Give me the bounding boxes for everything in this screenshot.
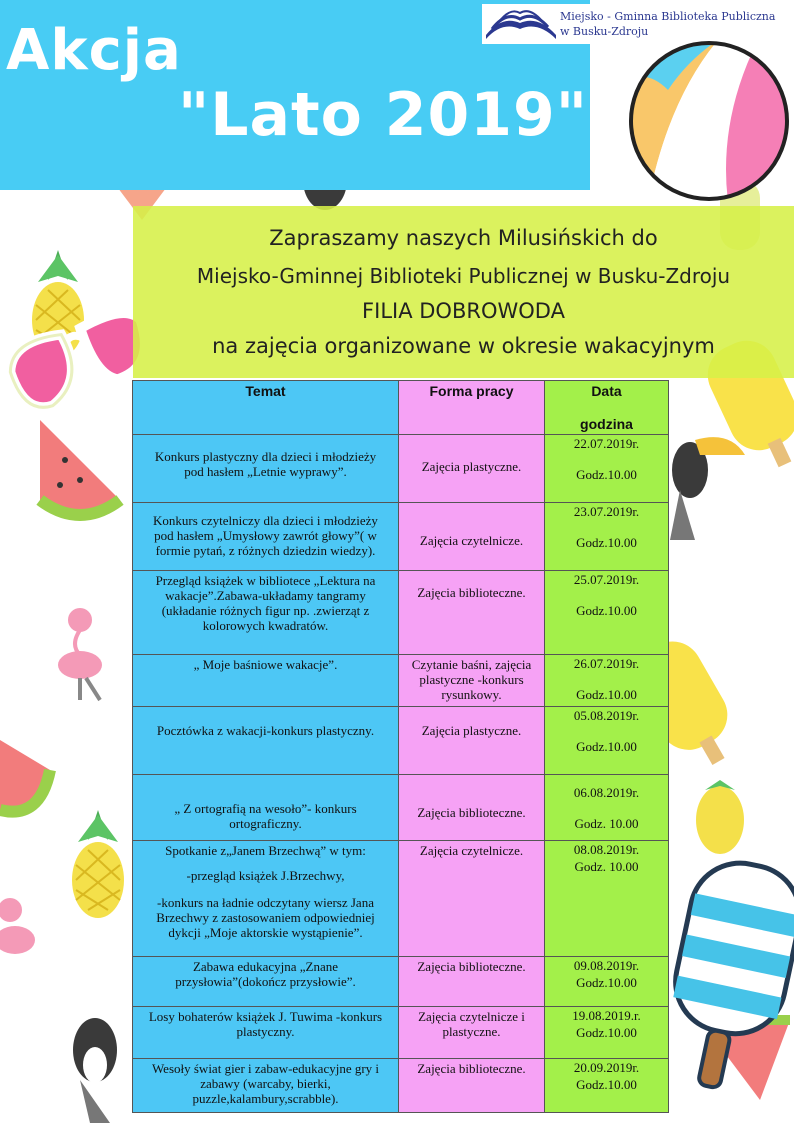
poster-title-line1: Akcja bbox=[6, 18, 182, 83]
form-text: Zajęcia biblioteczne. bbox=[417, 959, 526, 974]
table-row bbox=[133, 655, 669, 707]
form-cell bbox=[399, 707, 545, 775]
logo-text-line2: w Busku-Zdroju bbox=[560, 25, 649, 38]
topic-cell bbox=[133, 503, 399, 571]
form-text: Czytanie baśni, zajęcia bbox=[411, 657, 532, 672]
date-text: 25.07.2019r. bbox=[573, 572, 640, 587]
topic-cell bbox=[133, 655, 399, 707]
date-cell bbox=[545, 503, 669, 571]
invitation-line1: Zapraszamy naszych Milusińskich do bbox=[269, 226, 658, 250]
date-cell bbox=[545, 435, 669, 503]
topic-text: Spotkanie z„Janem Brzechwą” w tym: bbox=[165, 843, 366, 858]
form-cell bbox=[399, 1007, 545, 1059]
topic-text: pod hasłem „Umysłowy zawrót głowy”( w bbox=[154, 528, 377, 543]
date-cell bbox=[545, 841, 669, 957]
date-text: 19.08.2019.r. bbox=[572, 1008, 641, 1023]
table-row bbox=[133, 775, 669, 841]
poster-title-line2: "Lato 2019" bbox=[178, 80, 589, 150]
topic-text: ortograficzny. bbox=[229, 816, 302, 831]
topic-text: puzzle,kalambury,scrabble). bbox=[192, 1091, 339, 1106]
topic-text: Przegląd książek w bibliotece „Lektura na bbox=[155, 573, 376, 588]
form-text: plastyczne -konkurs bbox=[419, 672, 524, 687]
topic-text: Pocztówka z wakacji-konkurs plastyczny. bbox=[156, 723, 375, 738]
topic-cell bbox=[133, 841, 399, 957]
form-text: Zajęcia biblioteczne. bbox=[417, 585, 526, 600]
form-cell bbox=[399, 503, 545, 571]
topic-text: Konkurs czytelniczy dla dzieci i młodzieży bbox=[153, 513, 378, 528]
topic-text: przysłowia”(dokończ przysłowie”. bbox=[175, 974, 356, 989]
form-cell bbox=[399, 841, 545, 957]
library-logo bbox=[482, 4, 776, 44]
topic-text: pod hasłem „Letnie wyprawy”. bbox=[184, 464, 347, 479]
date-cell bbox=[545, 957, 669, 1007]
invitation-line2: Miejsko-Gminnej Biblioteki Publicznej w Busku-Zdroju bbox=[196, 264, 731, 288]
schedule-table bbox=[132, 380, 669, 1113]
header-form: Forma pracy bbox=[399, 381, 545, 435]
date-cell bbox=[545, 775, 669, 841]
schedule-body bbox=[133, 435, 669, 1113]
topic-text: kolorowych kwadratów. bbox=[202, 618, 329, 633]
topic-text: plastyczny. bbox=[236, 1024, 295, 1039]
topic-text: „ Moje baśniowe wakacje”. bbox=[193, 657, 338, 672]
topic-text: „ Z ortografią na wesoło”- konkurs bbox=[174, 801, 357, 816]
flamingo-icon bbox=[58, 610, 102, 700]
topic-text: Zabawa edukacyjna „Znane bbox=[192, 959, 339, 974]
header-date bbox=[545, 381, 669, 435]
topic-text: (układanie różnych figur np. .zwierząt z bbox=[161, 603, 370, 618]
toucan-icon bbox=[73, 1018, 117, 1123]
form-cell bbox=[399, 435, 545, 503]
date-cell bbox=[545, 571, 669, 655]
date-text: 26.07.2019r. bbox=[573, 656, 640, 671]
time-text: Godz. 10.00 bbox=[574, 816, 639, 831]
form-cell bbox=[399, 571, 545, 655]
topic-text: wakacje”.Zabawa-układamy tangramy bbox=[165, 588, 366, 603]
header-time-label: godzina bbox=[580, 416, 633, 432]
form-text: rysunkowy. bbox=[441, 687, 502, 702]
form-text: Zajęcia plastyczne. bbox=[421, 459, 522, 474]
form-text: Zajęcia czytelnicze i bbox=[418, 1009, 525, 1024]
watermelon-icon bbox=[0, 740, 50, 812]
date-text: 09.08.2019r. bbox=[573, 958, 640, 973]
watermelon-icon bbox=[40, 420, 120, 515]
topic-cell bbox=[133, 1059, 399, 1113]
table-row bbox=[133, 435, 669, 503]
form-cell bbox=[399, 655, 545, 707]
date-cell bbox=[545, 1007, 669, 1059]
header-date-label: Data bbox=[591, 383, 622, 399]
date-cell bbox=[545, 707, 669, 775]
invitation-line4: na zajęcia organizowane w okresie wakacyjnym bbox=[212, 334, 715, 358]
table-row bbox=[133, 1059, 669, 1113]
date-text: 08.08.2019r. bbox=[573, 842, 640, 857]
header-topic: Temat bbox=[133, 381, 399, 435]
form-cell bbox=[399, 957, 545, 1007]
topic-cell bbox=[133, 707, 399, 775]
beach-ball-icon bbox=[628, 40, 790, 202]
form-cell bbox=[399, 775, 545, 841]
time-text: Godz.10.00 bbox=[576, 603, 637, 618]
topic-cell bbox=[133, 1007, 399, 1059]
topic-cell bbox=[133, 775, 399, 841]
topic-cell bbox=[133, 957, 399, 1007]
date-text: 20.09.2019r. bbox=[573, 1060, 640, 1075]
table-row bbox=[133, 957, 669, 1007]
table-row bbox=[133, 571, 669, 655]
topic-text: Wesoły świat gier i zabaw-edukacyjne gry i bbox=[151, 1061, 380, 1076]
form-text: Zajęcia plastyczne. bbox=[421, 723, 522, 738]
topic-text: zabawy (warcaby, bierki, bbox=[200, 1076, 331, 1091]
topic-text: dykcji „Moje aktorskie wystąpienie”. bbox=[168, 925, 363, 940]
time-text: Godz.10.00 bbox=[576, 467, 637, 482]
flamingo-icon bbox=[0, 900, 35, 954]
table-row bbox=[133, 707, 669, 775]
form-text: plastyczne. bbox=[442, 1024, 501, 1039]
time-text: Godz.10.00 bbox=[576, 1025, 637, 1040]
form-text: Zajęcia czytelnicze. bbox=[419, 533, 524, 548]
form-text: Zajęcia czytelnicze. bbox=[419, 843, 524, 858]
topic-text: Losy bohaterów książek J. Tuwima -konkurs bbox=[148, 1009, 383, 1024]
topic-cell bbox=[133, 571, 399, 655]
toucan-icon bbox=[670, 437, 745, 540]
time-text: Godz.10.00 bbox=[576, 1077, 637, 1092]
time-text: Godz.10.00 bbox=[576, 975, 637, 990]
table-row bbox=[133, 841, 669, 957]
time-text: Godz.10.00 bbox=[576, 687, 637, 702]
date-cell bbox=[545, 1059, 669, 1113]
time-text: Godz.10.00 bbox=[576, 535, 637, 550]
table-header-row bbox=[133, 381, 669, 435]
form-text: Zajęcia biblioteczne. bbox=[417, 805, 526, 820]
table-row bbox=[133, 1007, 669, 1059]
invitation-panel bbox=[133, 206, 794, 378]
time-text: Godz.10.00 bbox=[576, 739, 637, 754]
topic-text: Konkurs plastyczny dla dzieci i młodzieży bbox=[154, 449, 377, 464]
topic-text: Brzechwy z zastosowaniem odpowiedniej bbox=[156, 910, 375, 925]
date-text: 22.07.2019r. bbox=[573, 436, 640, 451]
topic-text: -konkurs na ładnie odczytany wiersz Jana bbox=[157, 895, 374, 910]
date-cell bbox=[545, 655, 669, 707]
pineapple-icon bbox=[72, 810, 124, 918]
topic-text: formie pytań, z różnych dziedzin wiedzy). bbox=[155, 543, 376, 558]
pineapple-icon bbox=[696, 780, 744, 854]
topic-cell bbox=[133, 435, 399, 503]
invitation-line3: FILIA DOBROWODA bbox=[362, 299, 565, 323]
logo-text-line1: Miejsko - Gminna Biblioteka Publiczna bbox=[560, 10, 776, 23]
form-cell bbox=[399, 1059, 545, 1113]
date-text: 05.08.2019r. bbox=[573, 708, 640, 723]
date-text: 06.08.2019r. bbox=[573, 785, 640, 800]
table-row bbox=[133, 503, 669, 571]
time-text: Godz. 10.00 bbox=[574, 859, 639, 874]
form-text: Zajęcia biblioteczne. bbox=[417, 1061, 526, 1076]
date-text: 23.07.2019r. bbox=[573, 504, 640, 519]
open-book-icon bbox=[482, 5, 560, 43]
topic-text: -przegląd książek J.Brzechwy, bbox=[186, 868, 345, 883]
